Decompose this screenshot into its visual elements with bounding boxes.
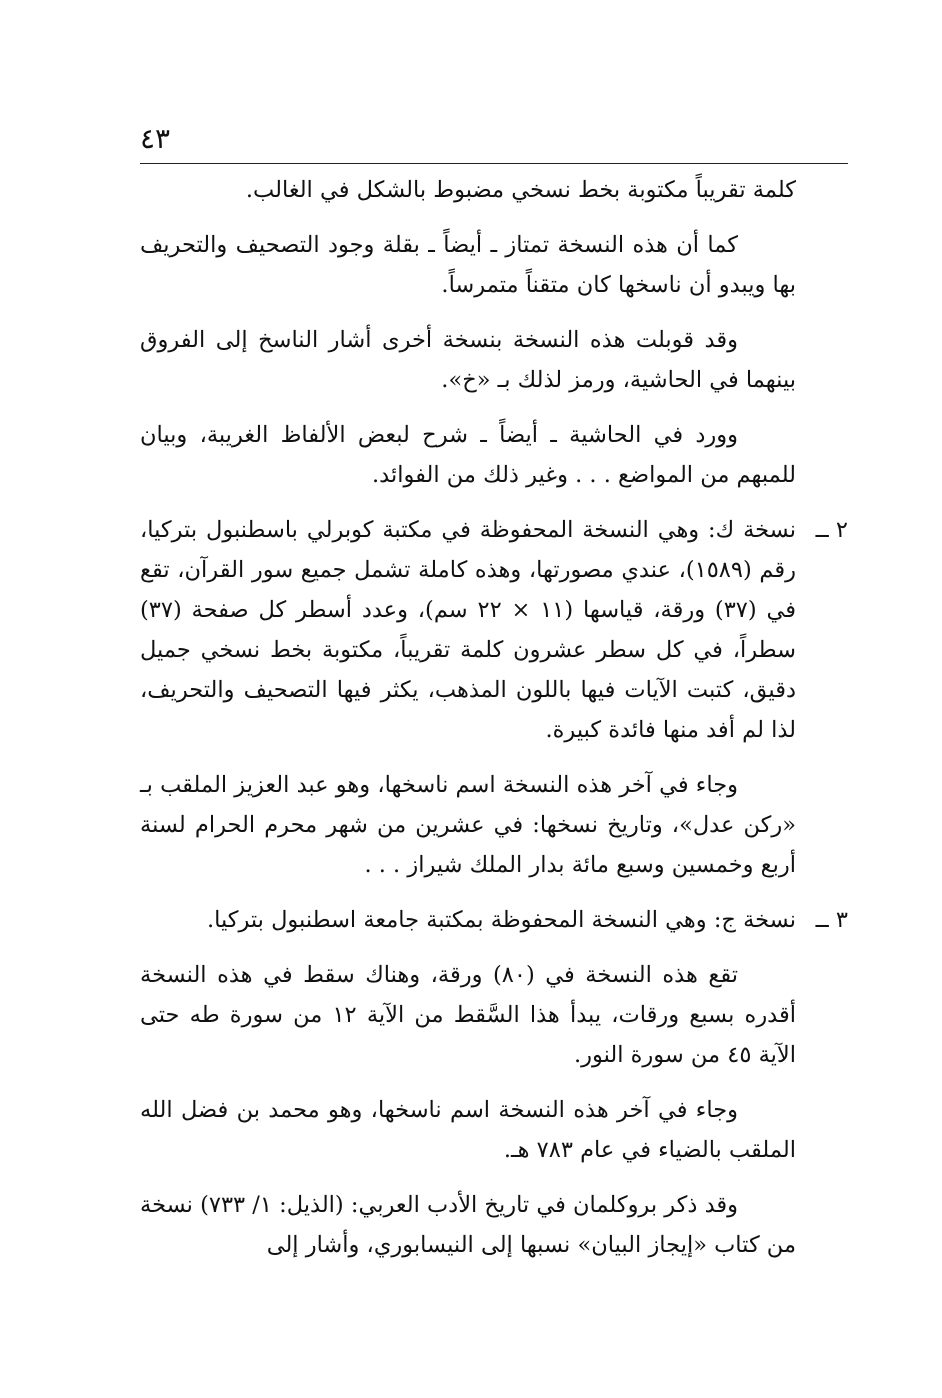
paragraph: كما أن هذه النسخة تمتاز ـ أيضاً ـ بقلة وجود التصحيف والتحريف بها ويبدو أن ناسخها كان متقناً متمرساً. <box>140 232 796 298</box>
paragraph: وجاء في آخر هذه النسخة اسم ناسخها، وهو محمد بن فضل الله الملقب بالضياء في عام ٧٨٣ هـ. <box>140 1097 796 1163</box>
page-number: ٤٣ <box>140 122 171 155</box>
paragraph: تقع هذه النسخة في (٨٠) ورقة، وهناك سقط في هذه النسخة أقدره بسبع ورقات، يبدأ هذا السَّقط من الآية ١٢ من سورة طه حتى الآية ٤٥ من سورة النور. <box>140 962 796 1068</box>
header-rule <box>140 163 848 164</box>
list-item <box>140 510 848 750</box>
paragraph: كلمة تقريباً مكتوبة بخط نسخي مضبوط بالشكل في الغالب. <box>245 177 796 203</box>
list-item-text: نسخة ك: وهي النسخة المحفوظة في مكتبة كوبرلي باسطنبول بتركيا، رقم (١٥٨٩)، عندي مصورتها، وهذه كاملة تشمل جميع سور القرآن، تقع في (٣٧) ورقة، قياسها (١١ × ٢٢ سم)، وعدد أسطر كل صفحة (٣٧) سطراً، في كل سطر عشرون كلمة تقريباً، مكتوبة بخط نسخي جميل دقيق، كتبت الآيات فيها باللون المذهب، يكثر فيها التصحيف والتحريف، لذا لم أفد منها فائدة كبيرة. <box>140 517 796 743</box>
list-item-text: نسخة ج: وهي النسخة المحفوظة بمكتبة جامعة اسطنبول بتركيا. <box>206 907 796 933</box>
paragraph: وجاء في آخر هذه النسخة اسم ناسخها، وهو عبد العزيز الملقب بـ «ركن عدل»، وتاريخ نسخها: في عشرين من شهر محرم الحرام لسنة أربع وخمسين وسبع مائة بدار الملك شيراز . . . <box>140 772 796 878</box>
page-body <box>140 170 848 1280</box>
list-item <box>140 900 848 940</box>
paragraph: وقد قوبلت هذه النسخة بنسخة أخرى أشار الناسخ إلى الفروق بينهما في الحاشية، ورمز لذلك بـ «خ». <box>140 327 796 393</box>
paragraph: وورد في الحاشية ـ أيضاً ـ شرح لبعض الألفاظ الغريبة، وبيان للمبهم من المواضع . . . وغير ذلك من الفوائد. <box>140 422 796 488</box>
paragraph: وقد ذكر بروكلمان في تاريخ الأدب العربي: (الذيل: ١/ ٧٣٣) نسخة من كتاب «إيجاز البيان» نسبها إلى النيسابوري، وأشار إلى <box>140 1192 796 1258</box>
list-item-number: ٣ ــ <box>815 907 848 933</box>
list-item-number: ٢ ــ <box>815 517 848 543</box>
